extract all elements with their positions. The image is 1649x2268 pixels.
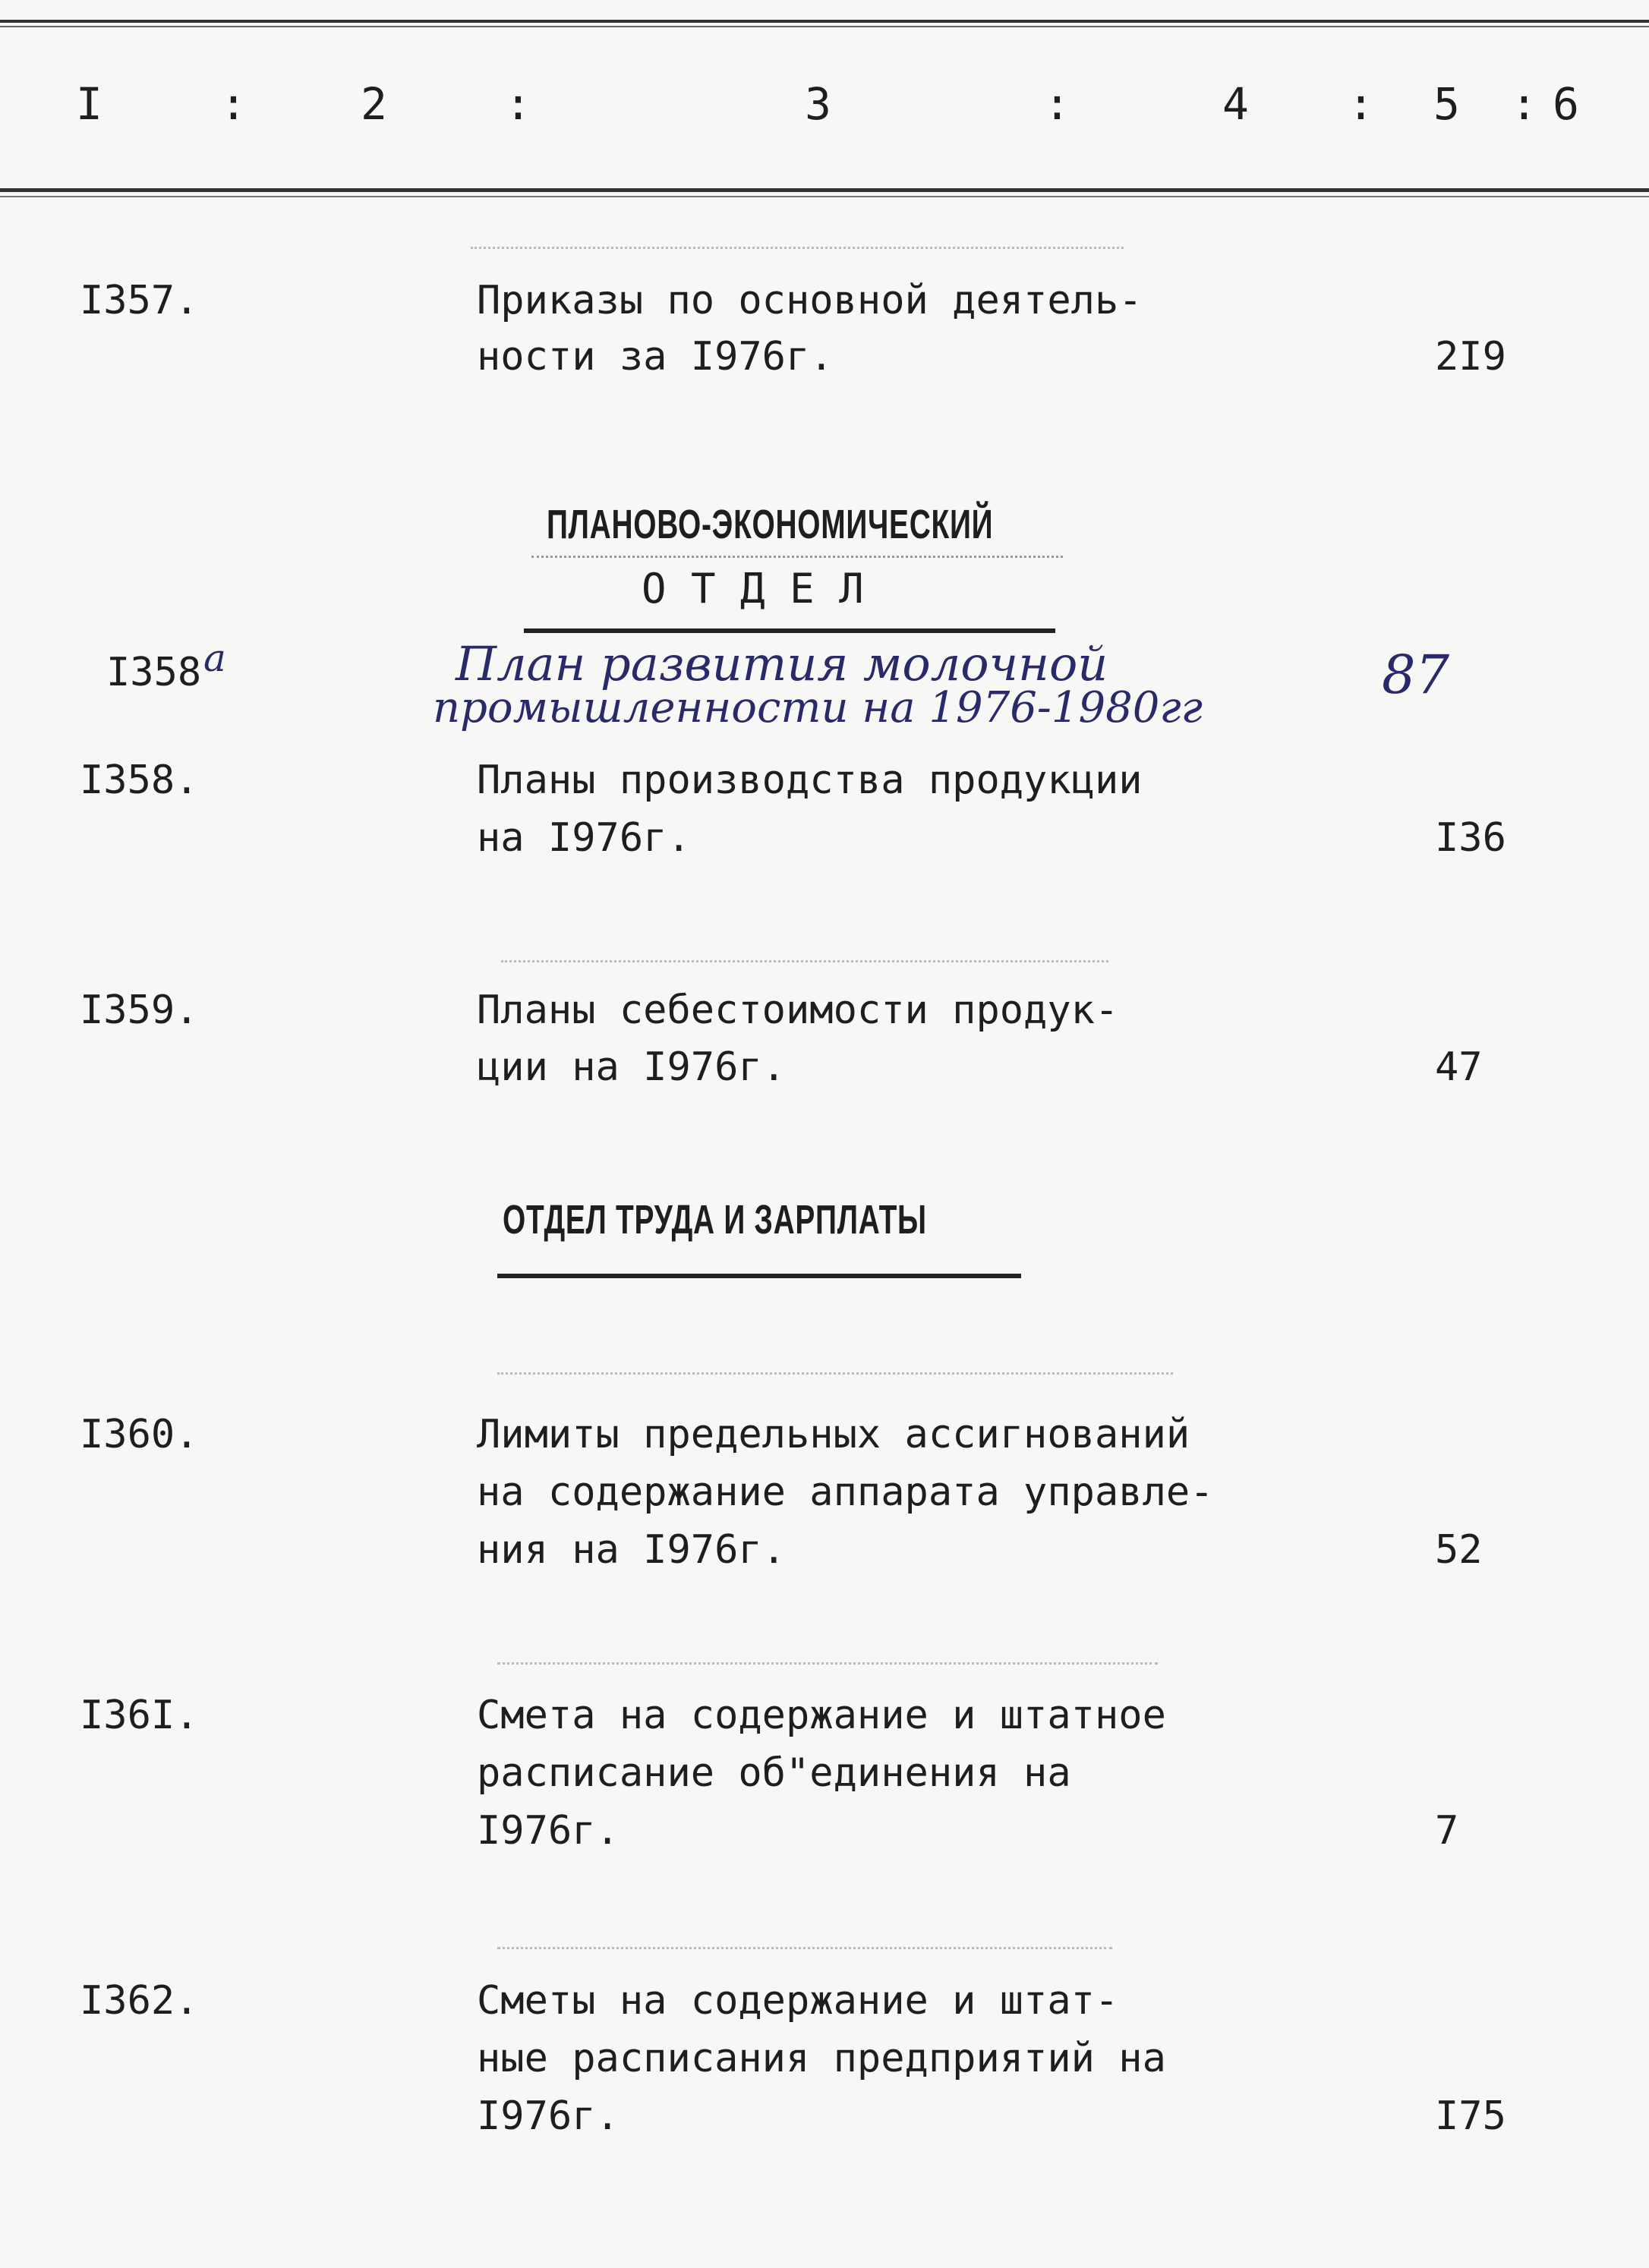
column-6-label: 6: [1553, 78, 1579, 130]
case-title-line: ния на I976г.: [477, 1527, 786, 1573]
case-title-line: Планы производства продукции: [477, 758, 1143, 803]
case-title-line: Смета на содержание и штатное: [477, 1693, 1166, 1738]
header-rule: [0, 188, 1649, 192]
handwritten-title-line: промышленности на 1976-1980гг: [433, 683, 1203, 732]
column-sep: :: [1511, 78, 1537, 130]
handwritten-title-line: План развития молочной: [456, 636, 1108, 691]
section-heading-planning-sub: О Т Д Е Л: [642, 565, 864, 613]
dotted-guide: [497, 1372, 1173, 1375]
top-rule: [0, 20, 1649, 23]
sheet-count: 47: [1435, 1044, 1483, 1090]
column-5-label: 5: [1433, 78, 1460, 130]
column-1-label: I: [76, 78, 102, 130]
column-3-label: 3: [805, 78, 831, 130]
case-title-line: Приказы по основной деятель-: [477, 278, 1143, 323]
section-heading-planning: ПЛАНОВО-ЭКОНОМИЧЕСКИЙ: [547, 502, 994, 547]
handwritten-suffix: а: [203, 636, 226, 680]
case-title-line: ции на I976г.: [477, 1044, 786, 1090]
sheet-count: I36: [1435, 815, 1506, 861]
case-title-line: I976г.: [477, 2093, 620, 2139]
section-underline: [524, 628, 1055, 633]
dotted-guide: [501, 960, 1108, 962]
case-title-line: ности за I976г.: [477, 334, 834, 380]
top-rule-thin: [0, 26, 1649, 27]
column-sep: :: [1348, 78, 1374, 130]
case-title-line: расписание об"единения на: [477, 1750, 1071, 1796]
case-number: I362.: [80, 1978, 199, 2024]
handwritten-sheet-count: 87: [1382, 644, 1450, 706]
dotted-guide: [471, 247, 1124, 249]
case-title-line: на I976г.: [477, 815, 691, 861]
case-title-line: ные расписания предприятий на: [477, 2036, 1166, 2081]
case-title-line: на содержание аппарата управле-: [477, 1469, 1214, 1515]
sheet-count: 52: [1435, 1527, 1483, 1573]
handwritten-case-number: I358: [106, 650, 202, 695]
case-title-line: Лимиты предельных ассигнований: [477, 1412, 1190, 1457]
header-rule-thin: [0, 196, 1649, 197]
section-underline: [497, 1274, 1021, 1278]
case-number: I358.: [80, 758, 199, 803]
case-number: I36I.: [80, 1693, 199, 1738]
dotted-guide: [497, 1662, 1158, 1665]
column-2-label: 2: [361, 78, 387, 130]
case-number: I360.: [80, 1412, 199, 1457]
sheet-count: 2I9: [1435, 334, 1506, 380]
dotted-guide: [531, 556, 1063, 558]
case-title-line: I976г.: [477, 1808, 620, 1854]
column-sep: :: [505, 78, 531, 130]
column-sep: :: [1044, 78, 1070, 130]
case-title-line: Сметы на содержание и штат-: [477, 1978, 1119, 2024]
section-heading-labor: ОТДЕЛ ТРУДА И ЗАРПЛАТЫ: [503, 1197, 927, 1243]
sheet-count: I75: [1435, 2093, 1506, 2139]
dotted-guide: [497, 1947, 1112, 1949]
column-sep: :: [220, 78, 247, 130]
column-4-label: 4: [1222, 78, 1249, 130]
case-number: I359.: [80, 988, 199, 1033]
case-title-line: Планы себестоимости продук-: [477, 988, 1119, 1033]
case-number: I357.: [80, 278, 199, 323]
sheet-count: 7: [1435, 1808, 1459, 1854]
